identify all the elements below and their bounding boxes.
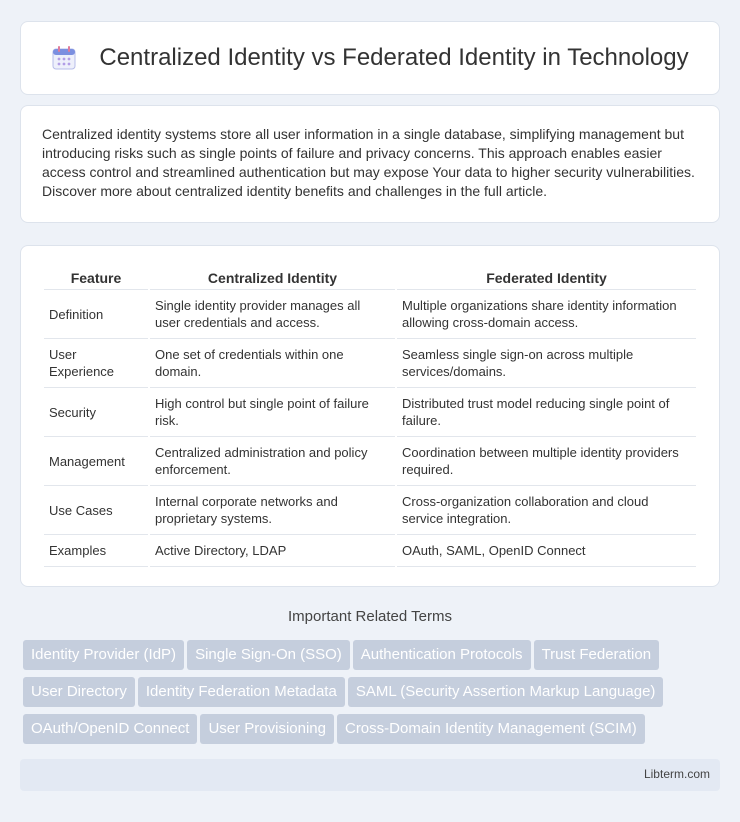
table-row: [44, 437, 696, 486]
feature-cell: Examples: [44, 535, 148, 567]
feature-cell: Security: [44, 388, 148, 437]
related-terms-title: Important Related Terms: [288, 608, 452, 625]
term-tag[interactable]: Trust Federation: [534, 640, 660, 670]
federated-cell: Coordination between multiple identity providers required.: [397, 437, 696, 486]
feature-cell: Definition: [44, 290, 148, 339]
table-header-centralized: Centralized Identity: [150, 266, 395, 290]
term-tag[interactable]: Identity Federation Metadata: [138, 677, 345, 707]
table-header-feature: Feature: [44, 266, 148, 290]
page-title: Centralized Identity vs Federated Identity in Technology: [99, 44, 689, 71]
intro-card: [20, 105, 720, 223]
centralized-cell: Active Directory, LDAP: [150, 535, 395, 567]
centralized-cell: Internal corporate networks and proprietary systems.: [150, 486, 395, 535]
centralized-cell: Single identity provider manages all user credentials and access.: [150, 290, 395, 339]
table-row: [44, 339, 696, 388]
comparison-table: [42, 266, 698, 567]
term-tag[interactable]: Cross-Domain Identity Management (SCIM): [337, 714, 645, 744]
term-tag[interactable]: Identity Provider (IdP): [23, 640, 184, 670]
term-tag[interactable]: OAuth/OpenID Connect: [23, 714, 197, 744]
footer-link[interactable]: Libterm.com: [643, 767, 710, 781]
centralized-cell: High control but single point of failure risk.: [150, 388, 395, 437]
term-tag[interactable]: User Provisioning: [200, 714, 334, 744]
footer: [20, 759, 720, 791]
federated-cell: OAuth, SAML, OpenID Connect: [397, 535, 696, 567]
table-row: [44, 388, 696, 437]
term-tag[interactable]: Single Sign-On (SSO): [187, 640, 350, 670]
table-row: [44, 290, 696, 339]
term-tag[interactable]: SAML (Security Assertion Markup Language): [348, 677, 664, 707]
calendar-icon: [51, 45, 77, 71]
table-row: [44, 535, 696, 567]
term-tag[interactable]: Authentication Protocols: [353, 640, 531, 670]
header-card: [20, 21, 720, 95]
intro-text: Centralized identity systems store all user information in a single database, simplifying management but introducing risks such as single points of failure and privacy concerns. This approach enables easier access control and streamlined authentication but may expose Your data to higher security vulnerabilities. Discover more about centralized identity benefits and challenges in the full article.: [42, 126, 695, 199]
feature-cell: Management: [44, 437, 148, 486]
table-header-row: [44, 266, 696, 290]
term-tag[interactable]: User Directory: [23, 677, 135, 707]
feature-cell: Use Cases: [44, 486, 148, 535]
table-row: [44, 486, 696, 535]
centralized-cell: One set of credentials within one domain.: [150, 339, 395, 388]
table-header-federated: Federated Identity: [397, 266, 696, 290]
federated-cell: Multiple organizations share identity information allowing cross-domain access.: [397, 290, 696, 339]
related-terms-list: [23, 640, 723, 751]
centralized-cell: Centralized administration and policy enforcement.: [150, 437, 395, 486]
comparison-table-card: [20, 245, 720, 587]
feature-cell: User Experience: [44, 339, 148, 388]
federated-cell: Seamless single sign-on across multiple services/domains.: [397, 339, 696, 388]
federated-cell: Cross-organization collaboration and cloud service integration.: [397, 486, 696, 535]
federated-cell: Distributed trust model reducing single point of failure.: [397, 388, 696, 437]
